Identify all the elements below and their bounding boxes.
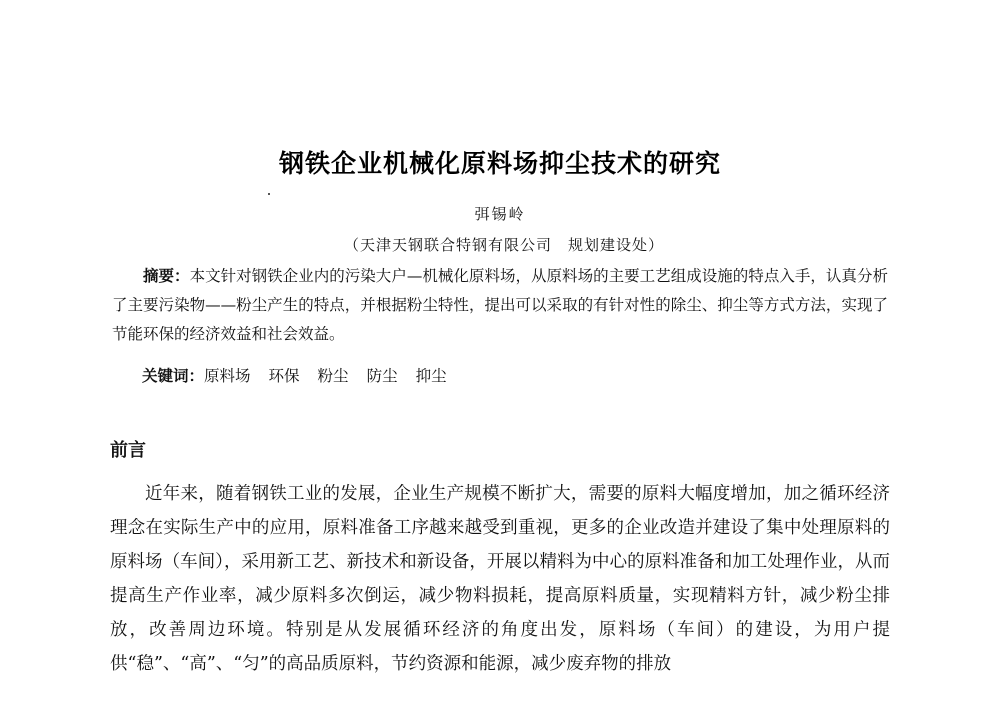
keyword: 抑尘	[415, 367, 447, 385]
author-name: 弭锡岭	[474, 205, 526, 223]
keywords-label: 关键词：	[142, 367, 205, 385]
section-body: 近年来，随着钢铁工业的发展，企业生产规模不断扩大，需要的原料大幅度增加，加之循环经济理念在实际生产中的应用，原料准备工序越来越受到重视，更多的企业改造并建设了集中处理原料的原料场（车间），采用新工艺、新技术和新设备，开展以精料为中心的原料准备和加工处理作业，从而提高生产作业率，减少原料多次倒运，减少物料损耗，提高原料质量，实现精料方针，减少粉尘排放，改善周边环境。特别是从发展循环经济的角度出发，原料场（车间）的建设，为用户提供“稳”、“高”、“匀”的高品质原料，节约资源和能源，减少废弃物的排放	[110, 484, 890, 674]
paper-title: 钢铁企业机械化原料场抑尘技术的研究	[278, 149, 721, 178]
abstract-text: 本文针对钢铁企业内的污染大户—机械化原料场，从原料场的主要工艺组成设施的特点入手，认真分析了主要污染物——粉尘产生的特点，并根据粉尘特性，提出可以采取的有针对性的除尘、抑尘等方式方法，实现了节能环保的经济效益和社会效益。	[112, 267, 888, 343]
author-affiliation: （天津天钢联合特钢有限公司 规划建设处）	[343, 236, 664, 254]
abstract-label: 摘要：	[143, 267, 190, 285]
keyword: 粉尘	[317, 367, 349, 385]
section-heading: 前言	[110, 440, 146, 461]
keyword: 防尘	[366, 367, 398, 385]
keyword: 环保	[268, 367, 300, 385]
keywords	[142, 362, 465, 391]
scan-speck	[268, 193, 270, 195]
abstract	[112, 262, 888, 349]
keyword: 原料场	[204, 367, 251, 385]
